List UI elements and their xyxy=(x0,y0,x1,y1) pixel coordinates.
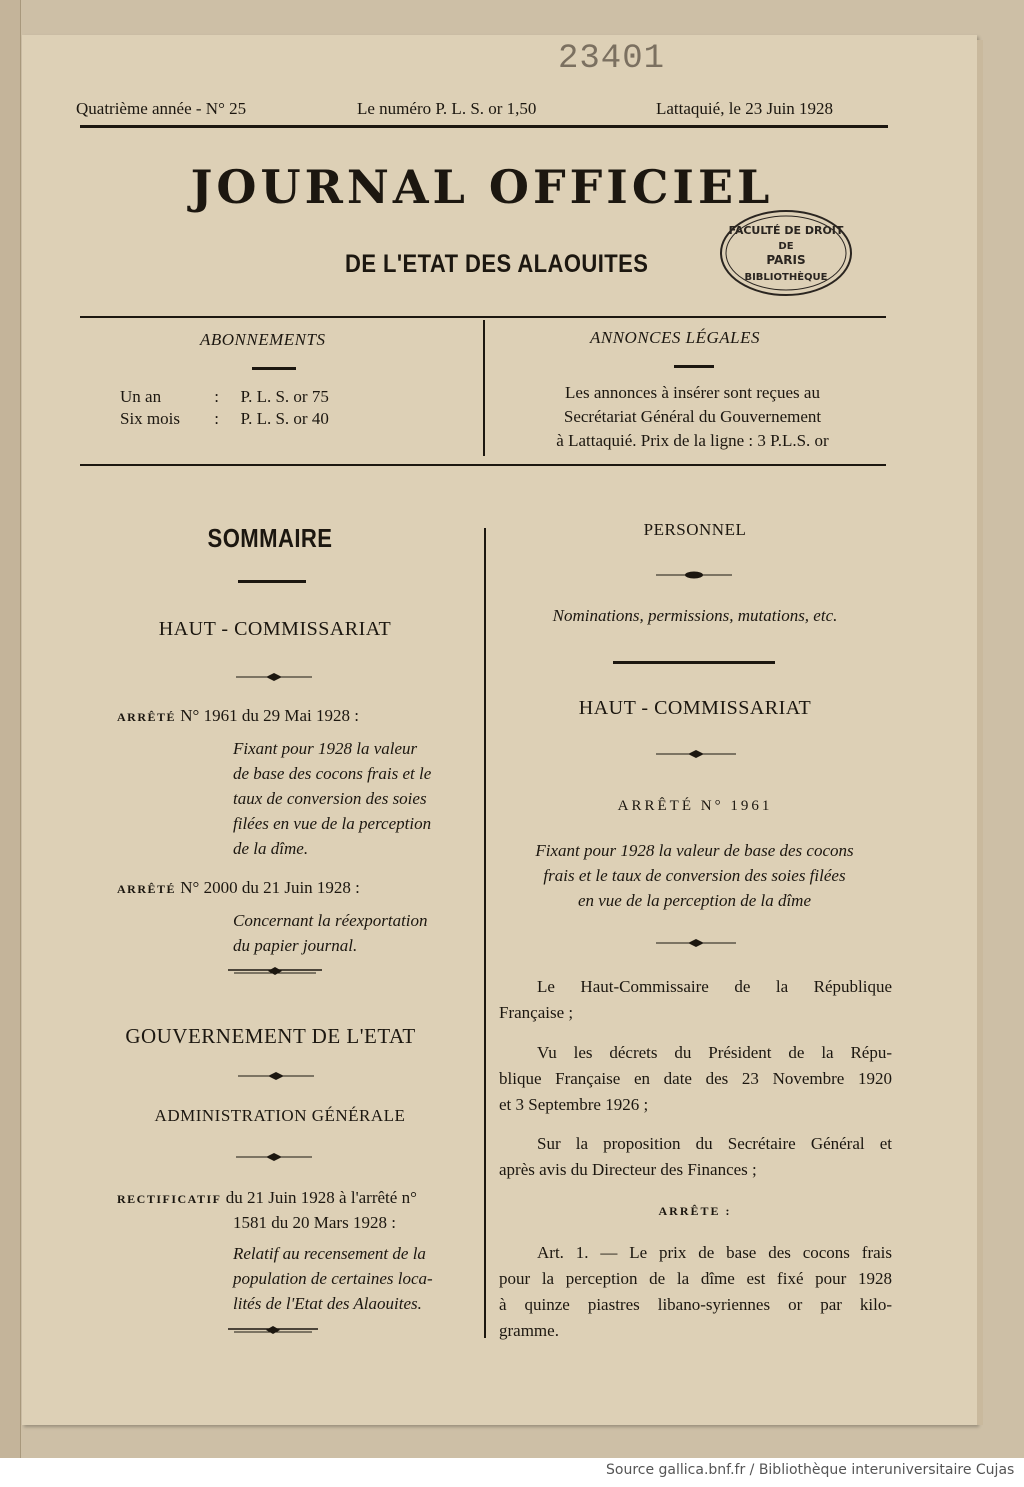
arrete-word: ARRÊTE : xyxy=(658,1204,732,1218)
summary-line: Concernant la réexportation xyxy=(233,911,428,930)
subscription-value: P. L. S. or 75 xyxy=(240,387,329,406)
paragraph-line: Le Haut-Commissaire de la République xyxy=(537,977,892,996)
summary-line: Relatif au recensement de la xyxy=(233,1244,426,1263)
subscription-row xyxy=(120,406,329,431)
title-line: Fixant pour 1928 la valeur de base des cocons xyxy=(535,841,854,860)
arrete-1961-summary xyxy=(233,736,483,861)
ornament-divider xyxy=(656,749,736,759)
title-line: en vue de la perception de la dîme xyxy=(577,891,812,910)
arrete-ref: N° 1961 du 29 Mai 1928 : xyxy=(180,706,359,725)
summary-line: de base des cocons frais et le xyxy=(233,764,432,783)
subscription-value: P. L. S. or 40 xyxy=(240,409,329,428)
arrete-1961-ref xyxy=(117,706,359,726)
article-line: Art. 1. — Le prix de base des cocons frais xyxy=(537,1243,892,1262)
stamp-line-2: DE xyxy=(778,241,794,252)
annonces-heading: ANNONCES LÉGALES xyxy=(590,328,760,347)
abonnements-heading: ABONNEMENTS xyxy=(200,330,326,349)
summary-line: Fixant pour 1928 la valeur xyxy=(233,739,418,758)
summary-line: population de certaines loca- xyxy=(233,1269,433,1288)
arrete-1961-title xyxy=(497,838,892,913)
box-divider xyxy=(483,320,485,456)
ornament-divider xyxy=(656,938,736,948)
subscription-label: Un an xyxy=(120,387,162,406)
column-divider xyxy=(484,528,486,1338)
header-rule xyxy=(80,125,888,128)
personnel-rule xyxy=(613,661,775,664)
right-haut-commissariat-heading: HAUT - COMMISSARIAT xyxy=(578,697,812,719)
paragraph-line: Vu les décrets du Président de la Répu- xyxy=(537,1043,892,1062)
rectificatif-ref-line1: du 21 Juin 1928 à l'arrêté n° xyxy=(225,1188,417,1207)
stamp-line-4: BIBLIOTHÈQUE xyxy=(744,272,828,283)
summary-line: du papier journal. xyxy=(233,936,358,955)
paragraph-line: et 3 Septembre 1926 ; xyxy=(499,1095,649,1114)
sommaire-title: SOMMAIRE xyxy=(207,523,333,553)
annonces-rule xyxy=(674,365,714,368)
subscription-sep: : xyxy=(214,387,219,406)
paragraph-line: après avis du Directeur des Finances ; xyxy=(499,1160,757,1179)
issue-number: Quatrième année - N° 25 xyxy=(76,99,247,118)
arrete-label: ARRÊTÉ xyxy=(117,710,177,724)
left-haut-commissariat-heading: HAUT - COMMISSARIAT xyxy=(158,618,392,640)
article-line: à quinze piastres libano-syriennes or par kilo- xyxy=(499,1295,892,1314)
arrete-2000-ref xyxy=(117,878,360,898)
arrete-2000-summary xyxy=(233,908,483,958)
personnel-heading: PERSONNEL xyxy=(643,520,747,539)
stamp-line-1: FACULTÉ DE DROIT xyxy=(728,224,844,237)
rectificatif-ref-line2: 1581 du 20 Mars 1928 : xyxy=(233,1213,396,1232)
ornament-divider xyxy=(228,1325,318,1335)
box-top-rule xyxy=(80,316,886,318)
page-edge xyxy=(977,40,983,1425)
paragraph-line: Française ; xyxy=(499,1003,574,1022)
rectificatif-label: RECTIFICATIF xyxy=(117,1192,222,1206)
issue-place-date: Lattaquié, le 23 Juin 1928 xyxy=(656,99,834,118)
ornament-divider xyxy=(238,1071,314,1081)
source-attribution: Source gallica.bnf.fr / Bibliothèque interuniversitaire Cujas xyxy=(606,1462,1015,1478)
ornament-divider xyxy=(236,672,312,682)
summary-line: de la dîme. xyxy=(233,839,309,858)
arrete-ref: N° 2000 du 21 Juin 1928 : xyxy=(180,878,360,897)
paragraph-line: blique Française en date des 23 Novembre 1920 xyxy=(499,1069,892,1088)
article-line: gramme. xyxy=(499,1321,559,1340)
administration-heading: ADMINISTRATION GÉNÉRALE xyxy=(154,1106,406,1125)
summary-line: filées en vue de la perception xyxy=(233,814,432,833)
ornament-divider xyxy=(236,1152,312,1162)
personnel-description: Nominations, permissions, mutations, etc. xyxy=(552,606,838,625)
summary-line: taux de conversion des soies xyxy=(233,789,427,808)
sommaire-rule xyxy=(238,580,306,583)
article-1 xyxy=(499,1240,892,1344)
arrete-label: ARRÊTÉ xyxy=(117,882,177,896)
decrets-paragraph xyxy=(499,1040,892,1118)
annonces-line: à Lattaquié. Prix de la ligne : 3 P.L.S. or xyxy=(556,431,829,450)
rectificatif-summary xyxy=(233,1241,483,1316)
previous-page-edge xyxy=(0,0,21,1458)
subscription-label: Six mois xyxy=(120,409,180,428)
ornament-divider xyxy=(656,570,732,580)
proposition-paragraph xyxy=(499,1131,892,1183)
article-line: pour la perception de la dîme est fixé pour 1928 xyxy=(499,1269,892,1288)
masthead-title: JOURNAL OFFICIEL xyxy=(190,160,774,214)
title-line: frais et le taux de conversion des soies filées xyxy=(543,866,846,885)
box-bottom-rule xyxy=(80,464,886,466)
rectificatif-ref xyxy=(117,1188,417,1208)
paragraph-line: Sur la proposition du Secrétaire Général et xyxy=(537,1134,892,1153)
issue-price: Le numéro P. L. S. or 1,50 xyxy=(357,99,537,118)
library-stamp-oval xyxy=(718,208,854,298)
arrete-1961-heading: ARRÊTÉ N° 1961 xyxy=(617,798,773,814)
annonces-line: Les annonces à insérer sont reçues au xyxy=(565,383,820,402)
annonces-line: Secrétariat Général du Gouvernement xyxy=(563,407,822,426)
masthead-subtitle: DE L'ETAT DES ALAOUITES xyxy=(345,250,649,278)
subscription-sep: : xyxy=(214,409,219,428)
abonnements-rule xyxy=(252,367,296,370)
summary-line: lités de l'Etat des Alaouites. xyxy=(233,1294,422,1313)
library-stamp xyxy=(718,208,854,298)
preamble-paragraph xyxy=(499,974,892,1026)
annonces-text xyxy=(500,381,885,453)
stamp-line-3: PARIS xyxy=(766,253,806,267)
gouvernement-heading: GOUVERNEMENT DE L'ETAT xyxy=(125,1024,416,1048)
ornament-divider xyxy=(228,966,322,976)
archive-number-stamp: 23401 xyxy=(558,40,666,78)
